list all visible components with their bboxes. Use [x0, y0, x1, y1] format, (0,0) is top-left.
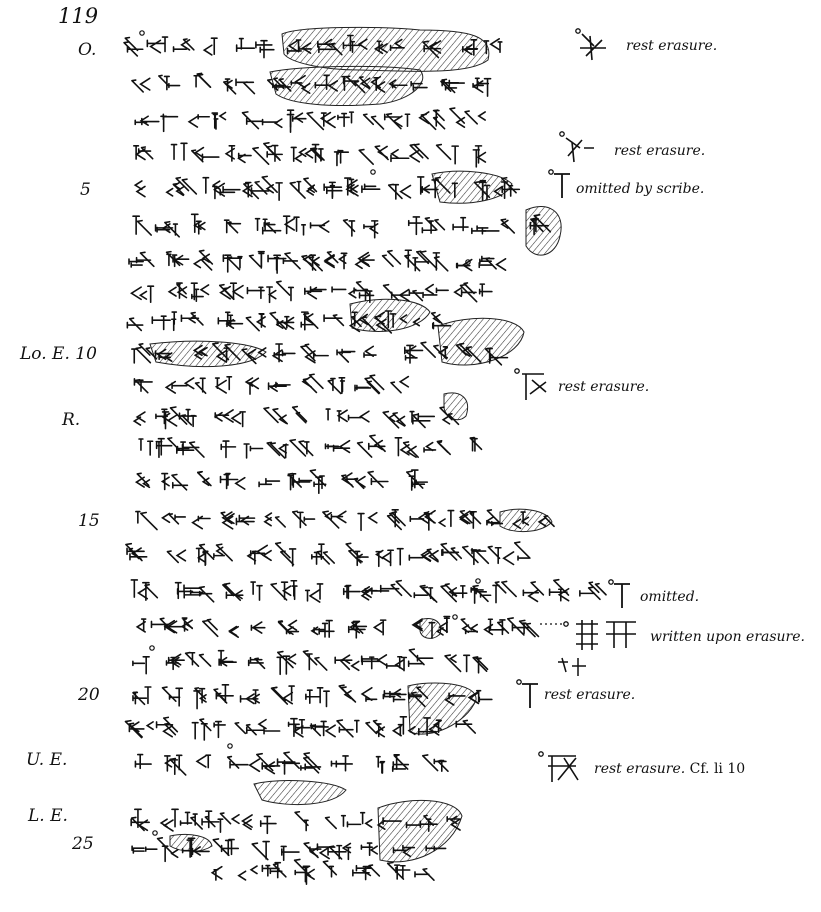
- label-lower-edge-10: Lo. E. 10: [20, 344, 97, 364]
- sign-note-1: [572, 26, 612, 66]
- sign-note-4: [512, 366, 552, 406]
- note-written-upon-erasure: written upon erasure.: [650, 629, 805, 645]
- note-rest-erasure-5-text: rest erasure.: [594, 761, 686, 777]
- sign-note-6: [540, 614, 640, 654]
- label-line-20: 20: [78, 685, 100, 705]
- plate-number: 119: [58, 4, 99, 28]
- sign-note-7: [514, 678, 544, 712]
- label-obverse: O.: [78, 40, 97, 60]
- label-line-15: 15: [78, 511, 100, 531]
- sign-note-6b: [556, 654, 596, 680]
- sign-note-2: [556, 128, 596, 168]
- note-rest-erasure-1: rest erasure.: [626, 38, 718, 54]
- label-line-5: 5: [80, 180, 91, 200]
- note-omitted-by-scribe: omitted by scribe.: [576, 181, 705, 197]
- note-rest-erasure-2: rest erasure.: [614, 143, 706, 159]
- note-rest-erasure-3: rest erasure.: [558, 379, 650, 395]
- label-left-edge: L. E.: [28, 806, 68, 826]
- note-rest-erasure-4: rest erasure.: [544, 687, 636, 703]
- note-omitted: omitted.: [640, 589, 700, 605]
- note-cf-reference: Cf. li 10: [689, 761, 746, 777]
- sign-note-5: [606, 578, 636, 612]
- label-upper-edge: U. E.: [26, 750, 68, 770]
- label-reverse: R.: [62, 410, 81, 430]
- label-line-25: 25: [72, 834, 94, 854]
- sign-note-8: [536, 748, 584, 788]
- note-rest-erasure-5: [594, 762, 745, 776]
- sign-note-3: [546, 168, 576, 202]
